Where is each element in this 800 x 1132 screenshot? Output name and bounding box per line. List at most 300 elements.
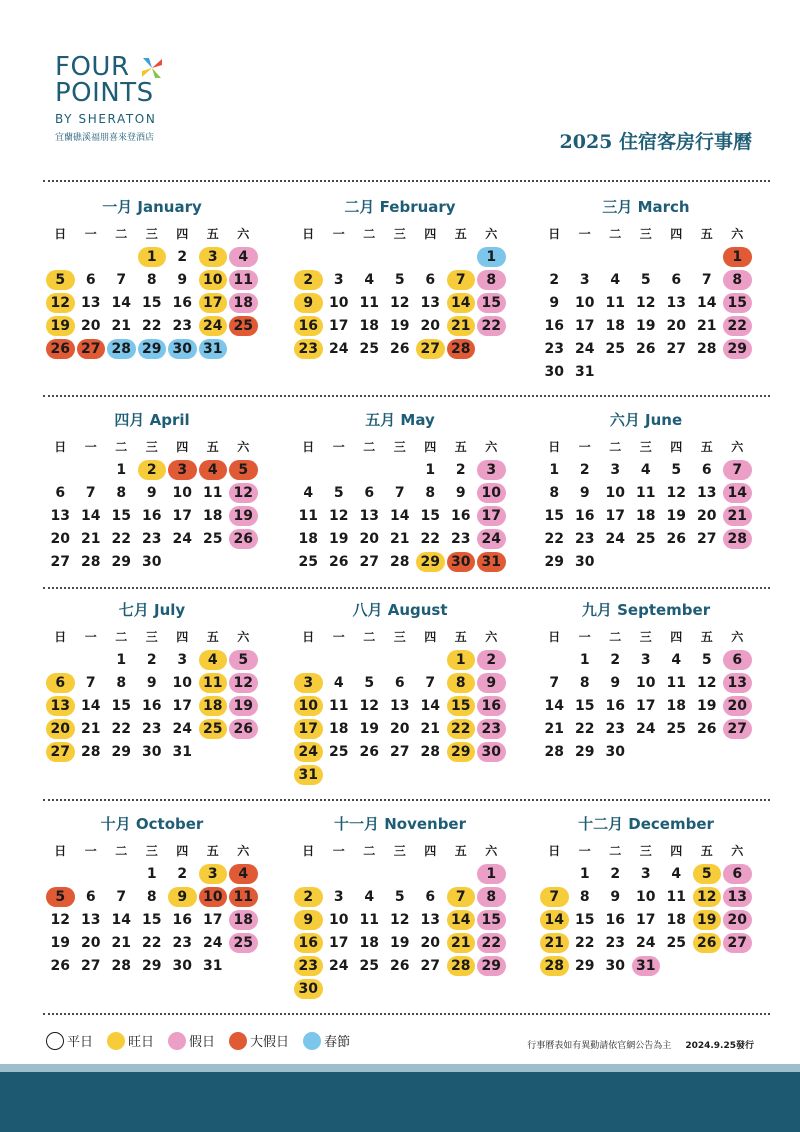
day-cell-weekday: 17 [636,912,656,928]
day-cell-holiday: 29 [477,956,506,976]
weekday-header: 二 [609,440,622,454]
day-cell-peak: 26 [693,933,722,953]
day-cell-weekday: 26 [50,958,70,974]
day-cell-weekday: 19 [50,935,70,951]
day-cell-weekday: 15 [142,295,162,311]
day-cell-weekday: 20 [666,318,686,334]
day-cell-weekday: 16 [451,508,471,524]
weekday-header: 五 [206,227,219,241]
day-cell-peak: 14 [447,910,476,930]
month-grid [45,437,259,572]
day-cell-weekday: 28 [81,744,101,760]
month-title: 五月 May [365,411,435,429]
legend-item-peak [107,1031,154,1050]
day-cell-peak: 9 [294,293,323,313]
day-cell-weekday: 5 [701,652,712,668]
day-cell-weekday: 15 [544,508,564,524]
day-cell-major-holiday: 4 [229,864,258,884]
weekday-header: 一 [332,844,345,858]
day-cell-weekday: 17 [172,508,192,524]
weekday-header: 二 [363,440,376,454]
month-grid [539,437,753,572]
day-cell-weekday: 15 [575,912,595,928]
day-cell-weekday: 2 [610,866,621,882]
day-cell-weekday: 15 [111,508,131,524]
day-cell-peak: 8 [447,673,476,693]
weekday-header: 六 [485,630,498,644]
day-cell-weekday: 8 [146,889,157,905]
legend-swatch [107,1032,125,1050]
day-cell-holiday: 25 [229,933,258,953]
empty-cell [692,247,723,267]
weekday-header: 五 [700,630,713,644]
weekday-header: 四 [424,844,437,858]
weekday-header: 二 [363,844,376,858]
day-cell-holiday: 27 [723,933,752,953]
weekday-header: 四 [176,227,189,241]
day-cell-weekday: 4 [671,652,682,668]
empty-cell [293,864,324,884]
day-cell-weekday: 29 [111,744,131,760]
day-cell-weekday: 21 [111,935,131,951]
day-cell-weekday: 1 [579,866,590,882]
day-cell-weekday: 1 [116,462,127,478]
day-cell-weekday: 16 [544,318,564,334]
dotted-divider [43,587,770,589]
day-cell-weekday: 27 [697,531,717,547]
weekday-header: 一 [84,440,97,454]
day-cell-peak: 1 [447,650,476,670]
day-cell-weekday: 24 [329,958,349,974]
empty-cell [106,247,137,267]
day-cell-holiday: 19 [229,696,258,716]
day-cell-weekday: 19 [636,318,656,334]
day-cell-weekday: 6 [364,485,375,501]
weekday-header: 三 [145,440,158,454]
weekday-header: 四 [424,630,437,644]
weekday-header: 六 [731,844,744,858]
legend-label: 春節 [324,1035,351,1050]
footer-note [527,1038,754,1051]
weekday-header: 六 [731,630,744,644]
month-grid [293,224,507,359]
day-cell-weekday: 24 [575,341,595,357]
day-cell-weekday: 13 [81,912,101,928]
day-cell-weekday: 11 [666,675,686,691]
day-cell-holiday: 28 [723,529,752,549]
day-cell-weekday: 15 [575,698,595,714]
four-points-star-icon [140,56,164,80]
day-cell-holiday: 13 [723,673,752,693]
day-cell-holiday: 22 [477,316,506,336]
day-cell-weekday: 4 [364,272,375,288]
day-cell-weekday: 15 [420,508,440,524]
day-cell-weekday: 9 [455,485,466,501]
day-cell-weekday: 8 [146,272,157,288]
day-cell-weekday: 29 [111,554,131,570]
day-cell-holiday: 22 [477,933,506,953]
day-cell-weekday: 31 [575,364,595,380]
empty-cell [324,864,355,884]
day-cell-weekday: 17 [172,698,192,714]
day-cell-weekday: 20 [697,508,717,524]
day-cell-weekday: 2 [146,652,157,668]
day-cell-weekday: 3 [177,652,188,668]
day-cell-weekday: 8 [425,485,436,501]
empty-cell [76,247,107,267]
day-cell-weekday: 11 [666,889,686,905]
day-cell-weekday: 13 [420,912,440,928]
day-cell-weekday: 9 [549,295,560,311]
day-cell-weekday: 26 [390,958,410,974]
day-cell-peak: 7 [540,887,569,907]
day-cell-holiday: 17 [477,506,506,526]
empty-cell [539,650,570,670]
day-cell-weekday: 12 [390,295,410,311]
month-title: 三月 March [602,198,690,216]
day-cell-weekday: 22 [420,531,440,547]
day-cell-peak: 16 [294,933,323,953]
weekday-header: 四 [670,440,683,454]
day-cell-holiday: 13 [723,887,752,907]
day-cell-weekday: 21 [390,531,410,547]
day-cell-weekday: 2 [455,462,466,478]
day-cell-holiday: 12 [229,483,258,503]
month-grid [45,224,259,359]
day-cell-peak: 22 [447,719,476,739]
day-cell-peak: 25 [199,719,228,739]
day-cell-peak: 12 [693,887,722,907]
day-cell-weekday: 21 [697,318,717,334]
day-cell-weekday: 30 [605,958,625,974]
dotted-divider [43,395,770,397]
day-cell-weekday: 2 [579,462,590,478]
day-cell-peak: 21 [447,933,476,953]
day-cell-peak: 23 [294,339,323,359]
day-cell-major-holiday: 30 [447,552,476,572]
day-cell-weekday: 8 [549,485,560,501]
empty-cell [106,864,137,884]
day-cell-weekday: 22 [575,935,595,951]
day-cell-weekday: 23 [544,341,564,357]
day-cell-weekday: 10 [636,889,656,905]
empty-cell [446,247,477,267]
month-grid [293,627,507,785]
day-cell-weekday: 10 [575,295,595,311]
month-calendar [45,409,259,572]
day-cell-weekday: 17 [575,318,595,334]
day-cell-weekday: 1 [425,462,436,478]
day-cell-peak: 2 [294,887,323,907]
month-grid [45,627,259,762]
day-cell-weekday: 14 [111,295,131,311]
legend-swatch [168,1032,186,1050]
day-cell-weekday: 27 [359,554,379,570]
day-cell-weekday: 16 [172,912,192,928]
day-cell-weekday: 7 [394,485,405,501]
logo-by-sheraton: BY SHERATON [55,112,157,126]
day-cell-holiday: 4 [229,247,258,267]
day-cell-weekday: 19 [329,531,349,547]
empty-cell [354,247,385,267]
day-cell-weekday: 25 [203,531,223,547]
day-cell-weekday: 11 [605,295,625,311]
day-cell-weekday: 22 [142,935,162,951]
day-cell-weekday: 20 [420,318,440,334]
weekday-header: 三 [393,227,406,241]
day-cell-major-holiday: 3 [168,460,197,480]
day-cell-weekday: 12 [666,485,686,501]
day-cell-weekday: 5 [394,889,405,905]
empty-cell [76,864,107,884]
day-cell-weekday: 2 [610,652,621,668]
day-cell-peak: 29 [416,552,445,572]
empty-cell [45,247,76,267]
day-cell-weekday: 23 [605,721,625,737]
day-cell-weekday: 18 [636,508,656,524]
day-cell-weekday: 23 [172,935,192,951]
weekday-header: 日 [548,227,561,241]
day-cell-weekday: 25 [329,744,349,760]
empty-cell [45,864,76,884]
empty-cell [570,247,601,267]
day-cell-weekday: 10 [172,675,192,691]
day-cell-weekday: 7 [85,485,96,501]
weekday-header: 五 [206,630,219,644]
day-cell-new-year: 1 [477,247,506,267]
day-cell-holiday: 2 [477,650,506,670]
day-cell-weekday: 28 [544,744,564,760]
weekday-header: 六 [237,227,250,241]
day-cell-weekday: 10 [636,675,656,691]
day-cell-peak: 19 [46,316,75,336]
weekday-header: 日 [54,630,67,644]
weekday-header: 三 [393,630,406,644]
day-cell-weekday: 25 [605,341,625,357]
footer-issue-date: 2024.9.25發行 [685,1041,754,1051]
dotted-divider [43,799,770,801]
day-cell-weekday: 23 [575,531,595,547]
weekday-header: 日 [302,844,315,858]
day-cell-weekday: 20 [81,318,101,334]
day-cell-weekday: 8 [579,889,590,905]
day-cell-holiday: 16 [477,696,506,716]
empty-cell [45,650,76,670]
dotted-divider [43,1013,770,1015]
day-cell-weekday: 9 [579,485,590,501]
weekday-header: 二 [609,630,622,644]
day-cell-weekday: 11 [636,485,656,501]
day-cell-weekday: 4 [333,675,344,691]
empty-cell [661,247,692,267]
day-cell-weekday: 26 [636,341,656,357]
day-cell-weekday: 24 [605,531,625,547]
month-calendar [293,409,507,572]
day-cell-weekday: 30 [172,958,192,974]
day-cell-weekday: 4 [640,462,651,478]
day-cell-peak: 3 [199,864,228,884]
day-cell-weekday: 8 [116,485,127,501]
weekday-header: 三 [639,227,652,241]
footer-note-text: 行事曆表如有異動請依官網公告為主 [527,1041,672,1051]
month-calendar [293,813,507,999]
day-cell-holiday: 30 [477,742,506,762]
day-cell-holiday: 15 [723,293,752,313]
day-cell-weekday: 22 [544,531,564,547]
weekday-header: 五 [454,844,467,858]
day-cell-weekday: 2 [549,272,560,288]
day-cell-weekday: 22 [111,531,131,547]
day-cell-weekday: 27 [81,958,101,974]
weekday-header: 六 [485,227,498,241]
day-cell-weekday: 26 [329,554,349,570]
day-cell-peak: 14 [447,293,476,313]
legend-item-major-holiday [229,1031,289,1050]
day-cell-weekday: 18 [359,318,379,334]
dotted-divider [43,180,770,182]
day-cell-peak: 1 [138,247,167,267]
day-cell-major-holiday: 4 [199,460,228,480]
weekday-header: 五 [454,630,467,644]
day-cell-peak: 20 [46,719,75,739]
day-cell-major-holiday: 27 [77,339,106,359]
day-cell-weekday: 6 [425,272,436,288]
day-cell-weekday: 4 [671,866,682,882]
day-cell-holiday: 5 [229,650,258,670]
day-cell-weekday: 5 [640,272,651,288]
day-cell-weekday: 6 [394,675,405,691]
day-cell-weekday: 14 [390,508,410,524]
day-cell-weekday: 11 [329,698,349,714]
day-cell-holiday: 29 [723,339,752,359]
day-cell-weekday: 20 [420,935,440,951]
day-cell-weekday: 17 [605,508,625,524]
legend-swatch [303,1032,321,1050]
empty-cell [324,650,355,670]
day-cell-weekday: 4 [610,272,621,288]
weekday-header: 一 [578,440,591,454]
day-cell-peak: 9 [294,910,323,930]
empty-cell [539,247,570,267]
day-cell-peak: 17 [294,719,323,739]
day-cell-weekday: 14 [111,912,131,928]
weekday-header: 五 [454,227,467,241]
weekday-header: 三 [145,630,158,644]
day-cell-weekday: 28 [390,554,410,570]
month-calendar [539,196,753,382]
month-title: 六月 June [609,411,683,429]
day-cell-peak: 30 [294,979,323,999]
day-cell-weekday: 28 [81,554,101,570]
weekday-header: 二 [609,227,622,241]
day-cell-weekday: 18 [666,912,686,928]
weekday-header: 一 [332,227,345,241]
day-cell-peak: 16 [294,316,323,336]
day-cell-holiday: 8 [477,270,506,290]
day-cell-weekday: 6 [85,889,96,905]
weekday-header: 三 [145,227,158,241]
footer-band-light [0,1064,800,1072]
day-cell-weekday: 23 [172,318,192,334]
day-cell-weekday: 16 [605,698,625,714]
weekday-header: 二 [115,227,128,241]
day-cell-holiday: 6 [723,864,752,884]
day-cell-major-holiday: 25 [229,316,258,336]
month-title: 十二月 December [578,815,714,833]
day-cell-weekday: 6 [671,272,682,288]
footer-band-dark [0,1072,800,1132]
day-cell-weekday: 1 [549,462,560,478]
day-cell-peak: 21 [540,933,569,953]
day-cell-weekday: 21 [81,721,101,737]
day-cell-weekday: 12 [697,675,717,691]
page-title: 2025 住宿客房行事曆 [559,131,752,153]
day-cell-peak: 10 [199,270,228,290]
day-cell-weekday: 23 [142,721,162,737]
day-cell-peak: 24 [199,316,228,336]
day-cell-peak: 7 [447,887,476,907]
month-calendar [293,599,507,785]
weekday-header: 日 [54,440,67,454]
day-cell-weekday: 1 [116,652,127,668]
day-cell-peak: 4 [199,650,228,670]
day-cell-peak: 27 [46,742,75,762]
empty-cell [324,460,355,480]
day-cell-weekday: 6 [425,889,436,905]
day-cell-holiday: 15 [477,293,506,313]
day-cell-weekday: 26 [666,531,686,547]
day-cell-weekday: 17 [329,318,349,334]
weekday-header: 六 [731,440,744,454]
day-cell-weekday: 9 [610,675,621,691]
day-cell-weekday: 28 [111,958,131,974]
day-cell-weekday: 3 [333,272,344,288]
weekday-header: 五 [700,844,713,858]
day-cell-weekday: 2 [177,249,188,265]
month-title: 十月 October [100,815,204,833]
day-cell-weekday: 7 [425,675,436,691]
day-cell-weekday: 19 [390,935,410,951]
day-cell-weekday: 12 [329,508,349,524]
day-cell-weekday: 21 [420,721,440,737]
weekday-header: 五 [700,440,713,454]
day-cell-weekday: 9 [610,889,621,905]
day-cell-weekday: 25 [636,531,656,547]
day-cell-major-holiday: 10 [199,887,228,907]
day-cell-weekday: 24 [636,935,656,951]
weekday-header: 一 [332,630,345,644]
day-cell-holiday: 18 [229,293,258,313]
month-grid [539,224,753,382]
day-cell-weekday: 1 [579,652,590,668]
day-cell-weekday: 11 [203,485,223,501]
weekday-header: 日 [302,227,315,241]
day-cell-weekday: 17 [329,935,349,951]
weekday-header: 五 [700,227,713,241]
day-cell-weekday: 25 [359,341,379,357]
day-cell-peak: 9 [168,887,197,907]
day-cell-weekday: 26 [697,721,717,737]
day-cell-weekday: 8 [116,675,127,691]
weekday-header: 三 [639,844,652,858]
day-cell-new-year: 30 [168,339,197,359]
month-grid [293,437,507,572]
empty-cell [539,864,570,884]
day-cell-weekday: 14 [81,508,101,524]
weekday-header: 三 [393,844,406,858]
day-cell-weekday: 18 [359,935,379,951]
day-cell-peak: 10 [294,696,323,716]
